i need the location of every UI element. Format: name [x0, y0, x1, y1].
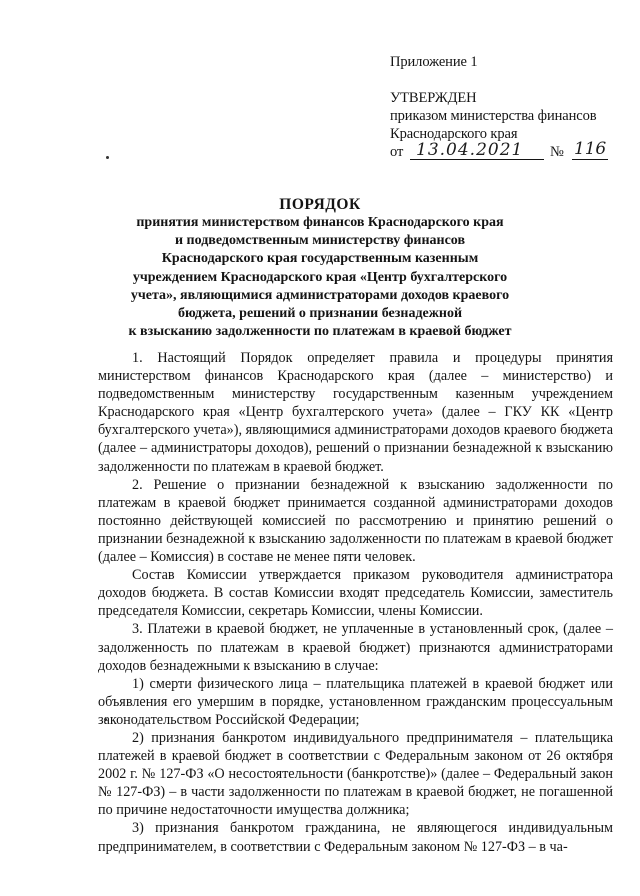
- subtitle-line: и подведомственным министерству финансов: [174, 233, 466, 249]
- subtitle-line: учета», являющимися администраторами доходов краевого: [130, 287, 510, 303]
- handwritten-date: 13.04.2021: [410, 140, 544, 160]
- document-subtitle: [120, 214, 520, 341]
- approved-region: Краснодарского края: [390, 126, 518, 142]
- number-label: №: [550, 144, 564, 160]
- paragraph: 1. Настоящий Порядок определяет правила и процедуры принятия министерством финансов Краснодарского края (далее – министерство) и подведомственным министерству государственным казенным учреждением Краснодарского края «Центр бухгалтерского учета» (далее – ГКУ КК «Центр бухгалтерского учета»), являющимися администраторами доходов краевого бюджета (далее – администраторы доходов), решений о признании безнадежной к взысканию задолженности по платежам в краевой бюджет.: [98, 350, 613, 475]
- paragraph: 3) признания банкротом гражданина, не являющегося индивидуальным предпринимателем, в соответствии с Федеральным законом № 127-ФЗ – в ча-: [98, 820, 613, 855]
- paragraph: 3. Платежи в краевой бюджет, не уплаченные в установленный срок, (далее – задолженность по платежам в краевой бюджет) признаются администраторами доходов безнадежными к взысканию в случае:: [98, 621, 613, 674]
- from-label: от: [390, 144, 404, 160]
- subtitle-line: принятия министерством финансов Краснодарского края: [136, 215, 504, 230]
- appendix-number: Приложение 1: [390, 54, 478, 70]
- document-body: [98, 349, 613, 856]
- paragraph: 2. Решение о признании безнадежной к взысканию задолженности по платежам в краевой бюджет принимается созданной администраторами доходов постоянно действующей комиссией по рассмотрению и принятию решений о признании безнадежной к взысканию задолженности по платежам в краевой бюджет (далее – Комиссия) в составе не менее пяти человек.: [98, 476, 613, 566]
- subtitle-line: учреждением Краснодарского края «Центр бухгалтерского: [132, 269, 508, 285]
- paragraph: 1) смерти физического лица – плательщика платежей в краевой бюджет или объявления его умершим в порядке, установленном гражданским процессуальным законодательством Российской Федерации;: [98, 675, 613, 728]
- handwritten-number: 116: [574, 139, 607, 159]
- subtitle-line: бюджета, решений о признании безнадежной: [177, 306, 463, 322]
- subtitle-line: к взысканию задолженности по платежам в краевой бюджет: [128, 324, 512, 340]
- scan-speck: [106, 156, 109, 159]
- paragraph: Состав Комиссии утверждается приказом руководителя администратора доходов бюджета. В состав Комиссии входят председатель Комиссии, заместитель председателя Комиссии, секретарь Комиссии, члены Комиссии.: [98, 567, 613, 620]
- document-title: ПОРЯДОК: [279, 196, 361, 213]
- subtitle-line: Краснодарского края государственным казенным: [161, 251, 479, 267]
- paragraph: 2) признания банкротом индивидуального предпринимателя – плательщика платежей в краевой бюджет в соответствии с Федеральным законом от 26 октября 2002 г. № 127-ФЗ «О несостоятельности (банкротстве)» (далее – Федеральный закон № 127-ФЗ) – в части задолженности по платежам в краевой бюджет, не погашенной по причине недостаточности имущества должника;: [98, 729, 613, 819]
- approved-by-order: приказом министерства финансов: [390, 108, 597, 124]
- approved-label: УТВЕРЖДЕН: [390, 90, 477, 106]
